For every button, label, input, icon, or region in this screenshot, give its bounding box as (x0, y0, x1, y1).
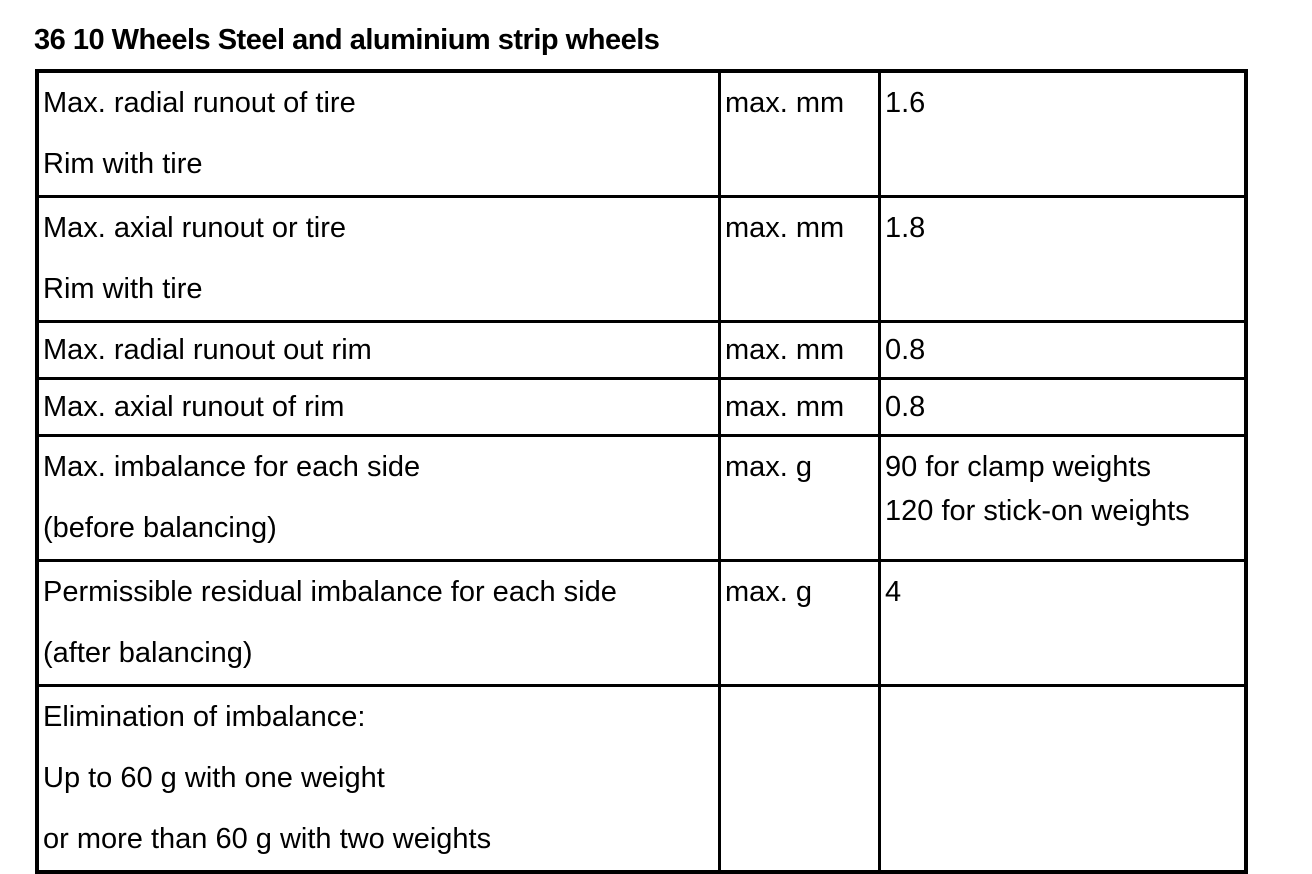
value-text: 0.8 (885, 334, 926, 366)
description-line: Permissible residual imbalance for each side (43, 576, 617, 608)
value-text: 1.6 (885, 87, 926, 119)
description-line: Rim with tire (43, 148, 203, 180)
description-line: Max. radial runout of tire (43, 87, 356, 119)
table-row (37, 379, 1246, 436)
unit-cell (720, 561, 880, 686)
value-cell (880, 436, 1247, 561)
unit-cell (720, 71, 880, 197)
unit-cell (720, 197, 880, 322)
description-cell (37, 197, 720, 322)
unit-text: max. mm (725, 212, 845, 244)
table-row (37, 322, 1246, 379)
unit-text: max. mm (725, 334, 845, 366)
unit-text: max. mm (725, 391, 845, 423)
unit-cell (720, 322, 880, 379)
description-line: or more than 60 g with two weights (43, 823, 492, 855)
value-cell (880, 197, 1247, 322)
table-row (37, 436, 1246, 561)
description-line: Elimination of imbalance: (43, 701, 366, 733)
description-cell (37, 436, 720, 561)
unit-cell (720, 436, 880, 561)
unit-text: max. g (725, 451, 813, 483)
value-text: 0.8 (885, 391, 926, 423)
value-text: 4 (885, 576, 902, 608)
description-line: Max. imbalance for each side (43, 451, 421, 483)
value-text: 1.8 (885, 212, 926, 244)
table-row (37, 686, 1246, 873)
description-line: Up to 60 g with one weight (43, 762, 385, 794)
description-line: (after balancing) (43, 637, 253, 669)
unit-text: max. g (725, 576, 813, 608)
description-cell (37, 686, 720, 873)
description-line: Max. axial runout or tire (43, 212, 347, 244)
description-line: Max. radial runout out rim (43, 334, 372, 366)
value-cell (880, 322, 1247, 379)
page-title: 36 10 Wheels Steel and aluminium strip wheels (34, 24, 660, 56)
value-text: 120 for stick-on weights (885, 495, 1190, 527)
value-cell (880, 71, 1247, 197)
description-cell (37, 379, 720, 436)
unit-cell (720, 379, 880, 436)
value-text: 90 for clamp weights (885, 451, 1151, 483)
value-cell (880, 561, 1247, 686)
table-row (37, 71, 1246, 197)
table-row (37, 197, 1246, 322)
value-cell (880, 686, 1247, 873)
description-cell (37, 322, 720, 379)
table-row (37, 561, 1246, 686)
unit-text: max. mm (725, 87, 845, 119)
description-line: Max. axial runout of rim (43, 391, 345, 423)
wheel-specifications-table (35, 69, 1248, 874)
description-line: (before balancing) (43, 512, 277, 544)
description-cell (37, 561, 720, 686)
description-cell (37, 71, 720, 197)
value-cell (880, 379, 1247, 436)
description-line: Rim with tire (43, 273, 203, 305)
unit-cell (720, 686, 880, 873)
